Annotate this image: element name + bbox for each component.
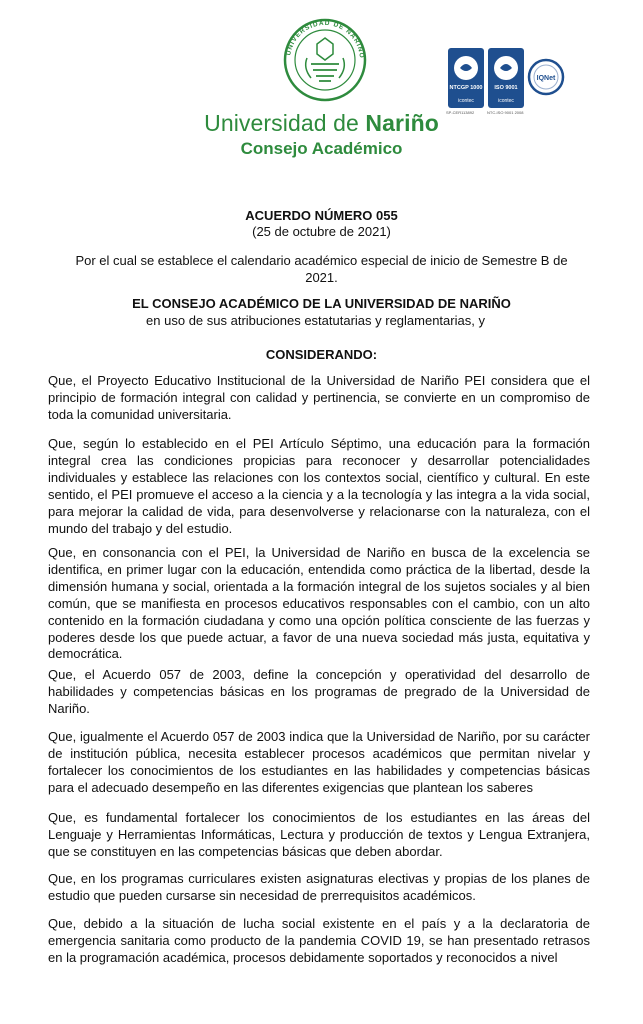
university-name-bold: Nariño bbox=[365, 110, 439, 136]
paragraph-7: Que, en los programas curriculares existen asignaturas electivas y propias de los planes de estudio que pueden cursarse sin necesidad de prerrequisitos académicos. bbox=[48, 871, 590, 903]
council-name: Consejo Académico bbox=[240, 139, 403, 158]
university-name bbox=[0, 110, 643, 137]
icontec-iso9001-certification-logo bbox=[488, 48, 524, 108]
paragraph-2: Que, según lo establecido en el PEI Artículo Séptimo, una educación para la formación integral crea las condiciones propicias para reconocer y desarrollar potencialidades individuales y establece las relaciones con los contextos social, científico y cultural. En este sentido, el PEI promueve el acceso a la ciencia y a la tecnología y las integra a la vida social, para mejorar la calidad de vida, para desenvolverse y relacionarse con la naturaleza, con el mundo del trabajo y del estudio. bbox=[48, 436, 590, 536]
svg-text:icontec: icontec bbox=[458, 98, 474, 104]
svg-text:NTCGP 1000: NTCGP 1000 bbox=[449, 85, 483, 91]
cert2-caption: NTC-ISO 9001 2008 bbox=[487, 110, 524, 115]
svg-text:ISO 9001: ISO 9001 bbox=[494, 85, 518, 91]
svg-text:IQNet: IQNet bbox=[536, 75, 556, 82]
cert1-caption: SP-CER113892 bbox=[446, 110, 475, 115]
icontec-ntcgp-certification-logo bbox=[448, 48, 484, 108]
paragraph-3: Que, en consonancia con el PEI, la Universidad de Nariño en busca de la excelencia se identifica, en primer lugar con la educación, entendida como práctica de la libertad, desde la dimensión humana y social, orientada a la formación integral de los sujetos sociales y al bien común, que se manifiesta en procesos educativos responsables con el cambio, con un alto contenido en la formación ciudadana y como una opción política consciente de las fuerzas y poderes desde los que puede actuar, a favor de una nueva sociedad más justa, equitativa y democrática. bbox=[48, 545, 590, 662]
svg-text:UNIVERSIDAD DE NARIÑO: UNIVERSIDAD DE NARIÑO bbox=[285, 19, 366, 60]
agreement-date: (25 de octubre de 2021) bbox=[252, 224, 391, 239]
agreement-subject: Por el cual se establece el calendario académico especial de inicio de Semestre B de 2021. bbox=[75, 253, 568, 285]
agreement-title: ACUERDO NÚMERO 055 bbox=[245, 208, 398, 223]
university-name-prefix: Universidad de bbox=[204, 110, 366, 136]
paragraph-4: Que, el Acuerdo 057 de 2003, define la concepción y operatividad del desarrollo de habilidades y competencias básicas en los programas de pregrado de la Universidad de Nariño. bbox=[48, 667, 590, 716]
authority-subheading: en uso de sus atribuciones estatutarias y reglamentarias, y bbox=[146, 313, 485, 328]
paragraph-5: Que, igualmente el Acuerdo 057 de 2003 indica que la Universidad de Nariño, por su carácter de institución pública, necesita establecer procesos académicos que permitan nivelar y fortalecer los conocimientos de los estudiantes en las habilidades y competencias básicas para el adecuado desempeño en las diferentes exigencias que plantean los saberes bbox=[48, 729, 590, 795]
authority-heading: EL CONSEJO ACADÉMICO DE LA UNIVERSIDAD DE NARIÑO bbox=[132, 296, 511, 311]
university-seal-logo bbox=[283, 18, 367, 102]
paragraph-1: Que, el Proyecto Educativo Institucional de la Universidad de Nariño PEI considera que el principio de formación integral con calidad y pertinencia, se convierte en un compromiso de toda la comunidad universitaria. bbox=[48, 373, 590, 422]
iqnet-certification-logo bbox=[527, 58, 565, 96]
considering-heading: CONSIDERANDO: bbox=[265, 347, 378, 362]
svg-text:icontec: icontec bbox=[498, 98, 514, 104]
paragraph-8: Que, debido a la situación de lucha social existente en el país y a la declaratoria de emergencia sanitaria como producto de la pandemia COVID 19, se han presentado retrasos en la programación académica, procesos debidamente soportados y reconocidos a nivel bbox=[48, 916, 590, 965]
paragraph-6: Que, es fundamental fortalecer los conocimientos de los estudiantes en las áreas del Lenguaje y Herramientas Informáticas, Lectura y producción de textos y Lengua Extranjera, que se constituyen en las competencias básicas que deben abordar. bbox=[48, 810, 590, 859]
